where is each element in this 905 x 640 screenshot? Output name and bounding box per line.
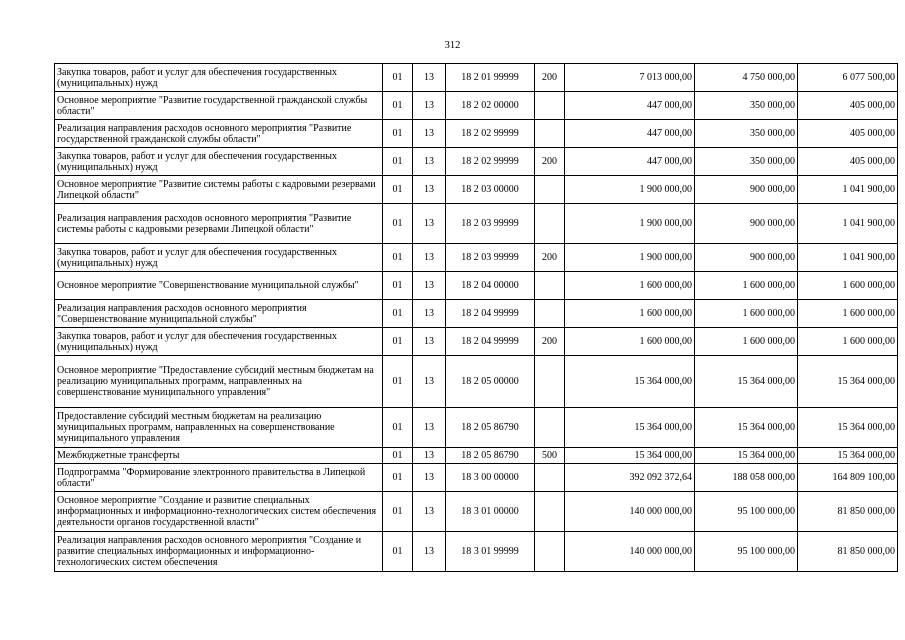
amount-year3-cell: 1 600 000,00 (798, 328, 898, 356)
section-code-cell: 01 (383, 492, 413, 532)
target-article-cell: 18 2 03 00000 (446, 176, 535, 204)
amount-year3-cell: 1 041 900,00 (798, 244, 898, 272)
target-article-cell: 18 3 00 00000 (446, 464, 535, 492)
amount-year1-cell: 1 600 000,00 (565, 300, 695, 328)
expense-type-cell (535, 464, 565, 492)
expense-type-cell (535, 272, 565, 300)
section-code-cell: 01 (383, 448, 413, 464)
expense-type-cell (535, 408, 565, 448)
subsection-code-cell: 13 (413, 272, 446, 300)
target-article-cell: 18 2 02 99999 (446, 148, 535, 176)
subsection-code-cell: 13 (413, 464, 446, 492)
row-name-cell: Основное мероприятие "Совершенствование муниципальной службы" (55, 272, 383, 300)
amount-year2-cell: 15 364 000,00 (695, 356, 798, 408)
row-name-cell: Основное мероприятие "Развитие системы работы с кадровыми резервами Липецкой области" (55, 176, 383, 204)
target-article-cell: 18 3 01 00000 (446, 492, 535, 532)
amount-year3-cell: 405 000,00 (798, 92, 898, 120)
subsection-code-cell: 13 (413, 492, 446, 532)
section-code-cell: 01 (383, 64, 413, 92)
subsection-code-cell: 13 (413, 92, 446, 120)
amount-year2-cell: 350 000,00 (695, 92, 798, 120)
amount-year3-cell: 405 000,00 (798, 148, 898, 176)
section-code-cell: 01 (383, 272, 413, 300)
expense-type-cell: 200 (535, 328, 565, 356)
target-article-cell: 18 2 03 99999 (446, 244, 535, 272)
amount-year3-cell: 1 041 900,00 (798, 204, 898, 244)
amount-year2-cell: 1 600 000,00 (695, 328, 798, 356)
amount-year3-cell: 81 850 000,00 (798, 492, 898, 532)
subsection-code-cell: 13 (413, 448, 446, 464)
section-code-cell: 01 (383, 356, 413, 408)
amount-year1-cell: 1 900 000,00 (565, 244, 695, 272)
amount-year1-cell: 392 092 372,64 (565, 464, 695, 492)
target-article-cell: 18 2 03 99999 (446, 204, 535, 244)
subsection-code-cell: 13 (413, 532, 446, 572)
table-row (55, 64, 898, 92)
amount-year3-cell: 6 077 500,00 (798, 64, 898, 92)
section-code-cell: 01 (383, 244, 413, 272)
table-row (55, 448, 898, 464)
amount-year3-cell: 15 364 000,00 (798, 448, 898, 464)
amount-year1-cell: 15 364 000,00 (565, 408, 695, 448)
subsection-code-cell: 13 (413, 204, 446, 244)
table-row (55, 148, 898, 176)
section-code-cell: 01 (383, 532, 413, 572)
amount-year3-cell: 15 364 000,00 (798, 356, 898, 408)
section-code-cell: 01 (383, 176, 413, 204)
table-row (55, 92, 898, 120)
amount-year2-cell: 95 100 000,00 (695, 532, 798, 572)
table-row (55, 464, 898, 492)
table-row (55, 300, 898, 328)
expense-type-cell: 200 (535, 64, 565, 92)
table-row (55, 532, 898, 572)
amount-year3-cell: 15 364 000,00 (798, 408, 898, 448)
expense-type-cell (535, 532, 565, 572)
expense-type-cell (535, 204, 565, 244)
table-row (55, 408, 898, 448)
row-name-cell: Закупка товаров, работ и услуг для обеспечения государственных (муниципальных) нужд (55, 64, 383, 92)
amount-year3-cell: 1 600 000,00 (798, 300, 898, 328)
subsection-code-cell: 13 (413, 120, 446, 148)
target-article-cell: 18 2 05 86790 (446, 448, 535, 464)
amount-year2-cell: 15 364 000,00 (695, 448, 798, 464)
expense-type-cell (535, 492, 565, 532)
amount-year3-cell: 1 600 000,00 (798, 272, 898, 300)
amount-year2-cell: 350 000,00 (695, 148, 798, 176)
amount-year2-cell: 15 364 000,00 (695, 408, 798, 448)
amount-year1-cell: 1 600 000,00 (565, 328, 695, 356)
row-name-cell: Реализация направления расходов основного мероприятия "Развитие системы работы с кадровыми резервами Липецкой области" (55, 204, 383, 244)
amount-year2-cell: 350 000,00 (695, 120, 798, 148)
amount-year1-cell: 15 364 000,00 (565, 448, 695, 464)
table-row (55, 356, 898, 408)
subsection-code-cell: 13 (413, 176, 446, 204)
row-name-cell: Закупка товаров, работ и услуг для обеспечения государственных (муниципальных) нужд (55, 148, 383, 176)
amount-year1-cell: 7 013 000,00 (565, 64, 695, 92)
row-name-cell: Реализация направления расходов основного мероприятия "Совершенствование муниципальной службы" (55, 300, 383, 328)
row-name-cell: Межбюджетные трансферты (55, 448, 383, 464)
amount-year3-cell: 164 809 100,00 (798, 464, 898, 492)
target-article-cell: 18 2 04 00000 (446, 272, 535, 300)
expense-type-cell: 500 (535, 448, 565, 464)
amount-year1-cell: 140 000 000,00 (565, 532, 695, 572)
amount-year1-cell: 1 600 000,00 (565, 272, 695, 300)
amount-year3-cell: 81 850 000,00 (798, 532, 898, 572)
subsection-code-cell: 13 (413, 300, 446, 328)
target-article-cell: 18 2 05 00000 (446, 356, 535, 408)
amount-year2-cell: 1 600 000,00 (695, 272, 798, 300)
amount-year2-cell: 900 000,00 (695, 204, 798, 244)
subsection-code-cell: 13 (413, 328, 446, 356)
table-row (55, 176, 898, 204)
row-name-cell: Реализация направления расходов основного мероприятия "Создание и развитие специальных информационных и информационно-технологических систем обеспечения (55, 532, 383, 572)
table-row (55, 492, 898, 532)
table-row (55, 272, 898, 300)
amount-year1-cell: 447 000,00 (565, 92, 695, 120)
amount-year3-cell: 405 000,00 (798, 120, 898, 148)
amount-year1-cell: 447 000,00 (565, 148, 695, 176)
amount-year2-cell: 4 750 000,00 (695, 64, 798, 92)
section-code-cell: 01 (383, 120, 413, 148)
amount-year1-cell: 1 900 000,00 (565, 176, 695, 204)
row-name-cell: Предоставление субсидий местным бюджетам на реализацию муниципальных программ, направленных на совершенствование муниципального управления (55, 408, 383, 448)
row-name-cell: Закупка товаров, работ и услуг для обеспечения государственных (муниципальных) нужд (55, 244, 383, 272)
section-code-cell: 01 (383, 328, 413, 356)
table-row (55, 244, 898, 272)
table-body (55, 64, 898, 572)
target-article-cell: 18 2 04 99999 (446, 328, 535, 356)
section-code-cell: 01 (383, 148, 413, 176)
row-name-cell: Основное мероприятие "Предоставление субсидий местным бюджетам на реализацию муниципальных программ, направленных на совершенствование муниципального управления" (55, 356, 383, 408)
section-code-cell: 01 (383, 464, 413, 492)
section-code-cell: 01 (383, 204, 413, 244)
subsection-code-cell: 13 (413, 356, 446, 408)
amount-year1-cell: 15 364 000,00 (565, 356, 695, 408)
budget-table (54, 63, 898, 572)
target-article-cell: 18 2 02 99999 (446, 120, 535, 148)
amount-year2-cell: 188 058 000,00 (695, 464, 798, 492)
expense-type-cell (535, 356, 565, 408)
expense-type-cell (535, 176, 565, 204)
subsection-code-cell: 13 (413, 408, 446, 448)
amount-year2-cell: 95 100 000,00 (695, 492, 798, 532)
amount-year1-cell: 447 000,00 (565, 120, 695, 148)
subsection-code-cell: 13 (413, 244, 446, 272)
table-row (55, 204, 898, 244)
amount-year2-cell: 1 600 000,00 (695, 300, 798, 328)
section-code-cell: 01 (383, 300, 413, 328)
table-row (55, 328, 898, 356)
expense-type-cell (535, 92, 565, 120)
target-article-cell: 18 3 01 99999 (446, 532, 535, 572)
expense-type-cell (535, 120, 565, 148)
target-article-cell: 18 2 02 00000 (446, 92, 535, 120)
amount-year3-cell: 1 041 900,00 (798, 176, 898, 204)
row-name-cell: Основное мероприятие "Развитие государственной гражданской службы области" (55, 92, 383, 120)
expense-type-cell: 200 (535, 244, 565, 272)
subsection-code-cell: 13 (413, 148, 446, 176)
target-article-cell: 18 2 04 99999 (446, 300, 535, 328)
row-name-cell: Реализация направления расходов основного мероприятия "Развитие государственной гражданской службы области" (55, 120, 383, 148)
target-article-cell: 18 2 05 86790 (446, 408, 535, 448)
expense-type-cell (535, 300, 565, 328)
amount-year2-cell: 900 000,00 (695, 176, 798, 204)
row-name-cell: Закупка товаров, работ и услуг для обеспечения государственных (муниципальных) нужд (55, 328, 383, 356)
amount-year1-cell: 1 900 000,00 (565, 204, 695, 244)
row-name-cell: Основное мероприятие "Создание и развитие специальных информационных и информационно-технологических систем обеспечения деятельности органов государственной власти" (55, 492, 383, 532)
subsection-code-cell: 13 (413, 64, 446, 92)
table-row (55, 120, 898, 148)
page-number: 312 (444, 40, 461, 51)
section-code-cell: 01 (383, 408, 413, 448)
amount-year2-cell: 900 000,00 (695, 244, 798, 272)
expense-type-cell: 200 (535, 148, 565, 176)
section-code-cell: 01 (383, 92, 413, 120)
amount-year1-cell: 140 000 000,00 (565, 492, 695, 532)
target-article-cell: 18 2 01 99999 (446, 64, 535, 92)
row-name-cell: Подпрограмма "Формирование электронного правительства в Липецкой области" (55, 464, 383, 492)
